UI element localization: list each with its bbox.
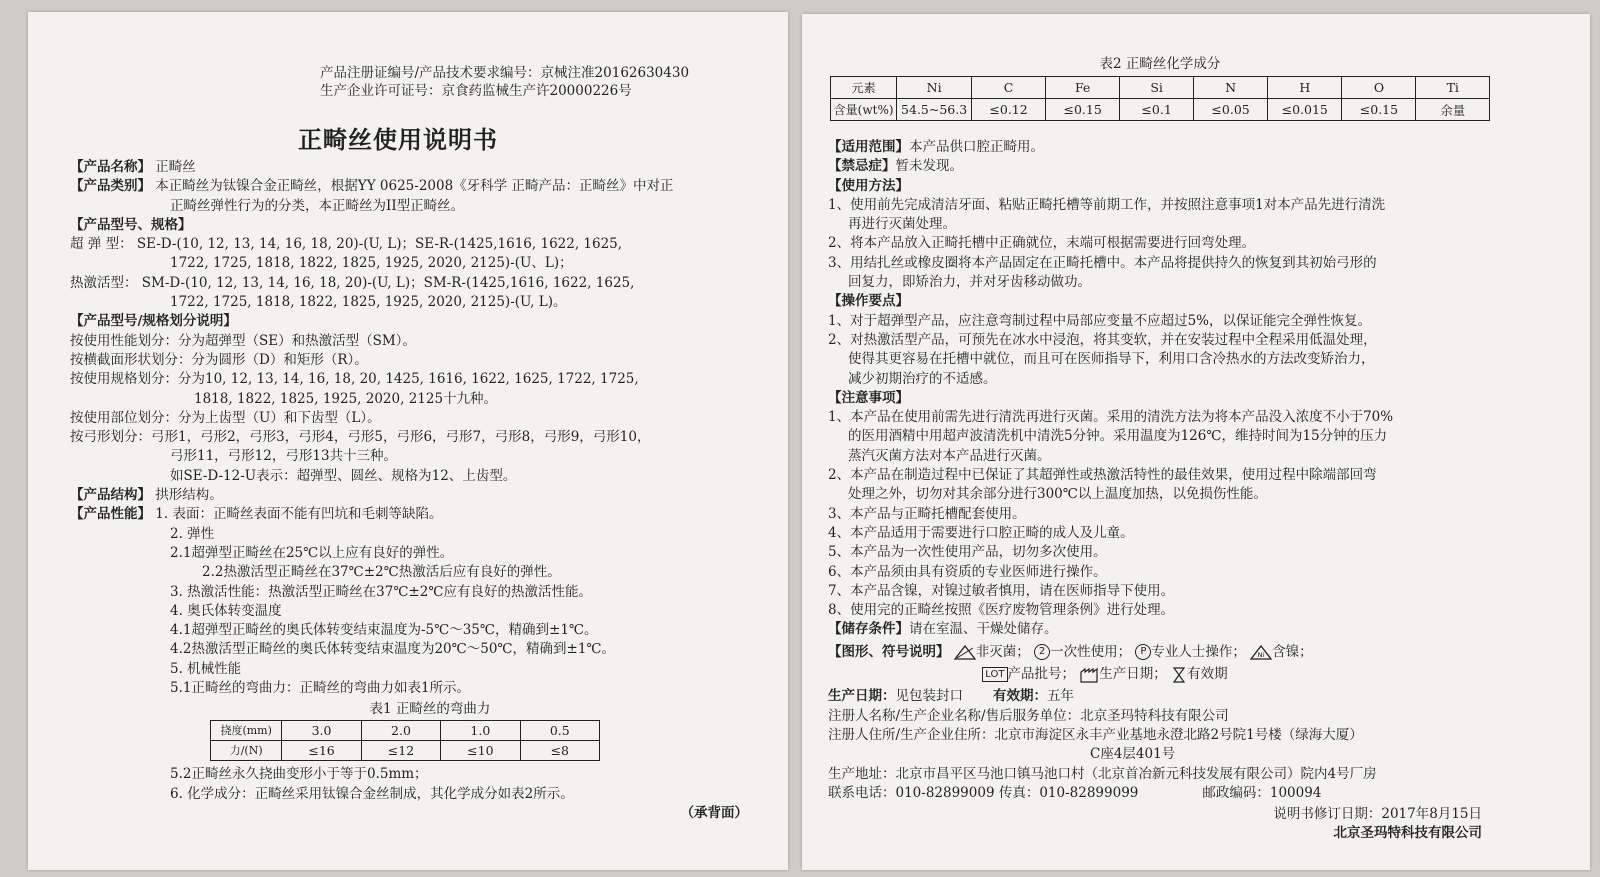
text-line: 5. 机械性能 (170, 660, 242, 677)
section-heading: 【产品型号、规格】 (70, 216, 192, 233)
section-heading: 【禁忌症】 (828, 158, 896, 175)
contains-nickel-icon (1250, 644, 1272, 660)
text-line: 生产地址：北京市昌平区马池口镇马池口村（北京首冶新元科技发展有限公司）院内4号厂房 (828, 765, 1377, 782)
continued-on-back: （承背面） (680, 804, 748, 821)
table-cell: Ni (897, 77, 972, 99)
text: 暂未发现。 (895, 158, 963, 175)
table-cell: 3.0 (282, 720, 361, 740)
text-line: 如SE-D-12-U表示：超弹型、圆丝、规格为12、上齿型。 (170, 467, 517, 484)
text-line: 2、对热激活型产品，可预先在冰水中浸泡，将其变软，并在安装过程中全程采用低温处理， (828, 331, 1377, 348)
table-cell: 余量 (1416, 99, 1490, 121)
label: 生产日期： (828, 688, 896, 705)
company-name: 北京圣玛特科技有限公司 (1333, 825, 1482, 842)
text-line: 5.1正畸丝的弯曲力：正畸丝的弯曲力如表1所示。 (170, 680, 471, 697)
text-line: 1、使用前先完成清洁牙面、粘贴正畸托槽等前期工作，并按照注意事项1对本产品先进行清洗 (828, 196, 1386, 213)
value: 五年 (1047, 688, 1074, 705)
table-row (211, 740, 600, 760)
text-line: 8、使用完的正畸丝按照《医疗废物管理条例》进行处理。 (828, 602, 1175, 619)
table-cell: ≤0.15 (1342, 99, 1416, 121)
text-line: 再进行灭菌处理。 (848, 216, 956, 233)
text-line: 注册人名称/生产企业名称/售后服务单位：北京圣玛特科技有限公司 (828, 707, 1229, 724)
section-heading: 【图形、符号说明】 (828, 643, 950, 660)
text-line: 2.2热激活型正畸丝在37℃±2℃热激活后应有良好的弹性。 (202, 564, 561, 581)
table-cell: ≤0.1 (1120, 99, 1194, 121)
text-line: 1722, 1725, 1818, 1822, 1825, 1925, 2020, 2125)-(U, L)。 (170, 294, 567, 311)
text: 本产品供口腔正畸用。 (909, 139, 1044, 155)
text-line: 注册人住所/生产企业住所：北京市海淀区永丰产业基地永澄北路2号院1号楼（绿海大厦） (828, 726, 1363, 743)
text-line: 2.1超弹型正畸丝在25℃以上应有良好的弹性。 (170, 544, 454, 561)
table-cell: 力/(N) (211, 740, 282, 760)
text-line: 热激活型： SM-D-(10, 12, 13, 14, 16, 18, 20)-(U, L)；SM-R-(1425,1616, 1622, 1625, (70, 274, 635, 291)
text-line: 1、对于超弹型产品，应注意弯制过程中局部应变量不应超过5%，以保证能完全弹性恢复。 (828, 312, 1372, 329)
text-line: 2. 弹性 (170, 525, 215, 542)
table2-caption: 表2 正畸丝化学成分 (1099, 56, 1221, 72)
table-cell: ≤10 (441, 740, 520, 760)
table-cell: 含量(wt%) (831, 99, 897, 121)
right-body (828, 138, 1578, 844)
symbol-label: 一次性使用； (1050, 643, 1132, 660)
section-heading: 【操作要点】 (828, 293, 909, 310)
table-cell: 1.0 (441, 720, 520, 740)
text-line: 4. 奥氏体转变温度 (170, 602, 282, 619)
manufacture-date-icon (1079, 666, 1099, 682)
left-page (28, 12, 788, 870)
section-heading: 【产品类别】 (70, 178, 151, 195)
text-line: 3. 热激活性能：热激活型正畸丝在37℃±2℃应有良好的热激活性能。 (170, 583, 592, 600)
non-sterile-icon (954, 644, 976, 660)
lot-icon: LOT (982, 667, 1007, 682)
registration-info (320, 64, 689, 100)
table1-caption: 表1 正畸丝的弯曲力 (369, 701, 491, 718)
table-cell: H (1268, 77, 1342, 99)
svg-text:Ni: Ni (1258, 652, 1265, 660)
text: 本正畸丝为钛镍合金正畸丝，根据YY 0625-2008《牙科学 正畸产品：正畸丝》中对正 (151, 178, 674, 195)
symbol-label: 有效期 (1187, 666, 1228, 683)
table-row (211, 720, 600, 740)
table-cell: C (972, 77, 1046, 99)
text-line: 蒸汽灭菌方法对本产品进行灭菌。 (848, 447, 1051, 464)
text-line: 弓形11，弓形12，弓形13共十三种。 (170, 448, 398, 465)
license-number: 生产企业许可证号：京食药监械生产许20000226号 (320, 83, 632, 99)
table-cell: N (1194, 77, 1268, 99)
label: 有效期： (993, 688, 1047, 705)
expiry-date-icon (1171, 666, 1187, 682)
left-body (70, 158, 770, 823)
text-line: 按使用规格划分：分为10, 12, 13, 14, 16, 18, 20, 1425, 1616, 1622, 1625, 1722, 1725, (70, 371, 639, 388)
table-cell: 2.0 (361, 720, 440, 740)
section-heading: 【产品结构】 (70, 487, 151, 504)
text-line: 4.1超弹型正畸丝的奥氏体转变结束温度为-5℃～35℃，精确到±1℃。 (170, 622, 598, 639)
text-line: 按横截面形状划分：分为圆形（D）和矩形（R）。 (70, 351, 368, 368)
scope-line (828, 138, 1578, 157)
text-line: 处理之外，切勿对其余部分进行300℃以上温度加热，以免损伤性能。 (848, 486, 1267, 503)
text: 请在室温、干燥处储存。 (909, 621, 1058, 638)
text-line: 的医用酒精中用超声波清洗机中清洗5分钟。采用温度为126℃，维持时间为15分钟的压力 (848, 428, 1388, 445)
text: 正畸丝 (151, 159, 196, 175)
symbol-label: 含镍； (1272, 643, 1313, 660)
product-performance-line (70, 505, 770, 524)
table2-block (830, 52, 1490, 121)
table-cell: ≤0.015 (1268, 99, 1342, 121)
section-heading: 【产品型号/规格划分说明】 (70, 313, 237, 330)
bending-force-table (210, 720, 600, 762)
single-use-icon: 2 (1034, 644, 1050, 660)
table-cell: Fe (1046, 77, 1120, 99)
text-line: 2、本产品在制造过程中已保证了其超弹性或热激活特性的最佳效果，使用过程中除端部回弯 (828, 467, 1377, 484)
text-line: 3、用结扎丝或橡皮圈将本产品固定在正畸托槽中。本产品将提供持久的恢复到其初始弓形的 (828, 254, 1377, 271)
text-line: 3、本产品与正畸托槽配套使用。 (828, 505, 1026, 522)
table-row (831, 99, 1490, 121)
text-line: 4、本产品适用于需要进行口腔正畸的成人及儿童。 (828, 524, 1134, 541)
text-line: C座4层401号 (1090, 746, 1176, 763)
text-line: 按使用部位划分：分为上齿型（U）和下齿型（L）。 (70, 409, 381, 426)
table-cell: ≤0.05 (1194, 99, 1268, 121)
text: 1. 表面：正畸丝表面不能有凹坑和毛刺等缺陷。 (151, 506, 443, 523)
dates-line (828, 687, 1578, 706)
section-heading: 【储存条件】 (828, 621, 909, 638)
text-line: 2、将本产品放入正畸托槽中正确就位，末端可根据需要进行回弯处理。 (828, 235, 1256, 252)
symbol-label: 非灭菌； (975, 643, 1030, 660)
text-line: 1818, 1822, 1825, 1925, 2020, 2125十九种。 (194, 390, 498, 407)
storage-line (828, 620, 1578, 639)
document-title: 正畸丝使用说明书 (298, 126, 498, 154)
text-line: 1、本产品在使用前需先进行清洗再进行灭菌。采用的清洗方法为将本产品没入浓度不小于70% (828, 409, 1394, 426)
text-line: 减少初期治疗的不适感。 (848, 370, 997, 387)
contraindication-line (828, 157, 1578, 176)
section-heading: 【产品名称】 (70, 159, 151, 175)
value: 见包装封口 (895, 688, 963, 705)
table-cell: ≤0.12 (972, 99, 1046, 121)
text-line: 5、本产品为一次性使用产品，切勿多次使用。 (828, 544, 1107, 561)
table-cell: 挠度(mm) (211, 720, 282, 740)
text-line: 6、本产品须由具有资质的专业医师进行操作。 (828, 563, 1107, 580)
table-row (831, 77, 1490, 99)
text-line: 7、本产品含镍，对镍过敏者慎用，请在医师指导下使用。 (828, 582, 1175, 599)
table-cell: 0.5 (520, 720, 599, 740)
text-line: 正畸丝弹性行为的分类，本正畸丝为II型正畸丝。 (170, 197, 465, 214)
revision-date: 说明书修订日期：2017年8月15日 (1273, 806, 1482, 823)
table-cell: ≤8 (520, 740, 599, 760)
professional-use-icon: P (1135, 644, 1151, 660)
text-line: 按使用性能划分：分为超弹型（SE）和热激活型（SM）。 (70, 332, 416, 349)
contact-line (828, 784, 1578, 803)
text-line: 按弓形划分：弓形1，弓形2，弓形3，弓形4，弓形5，弓形6，弓形7，弓形8，弓形9，弓形10， (70, 429, 651, 446)
section-heading: 【产品性能】 (70, 506, 151, 523)
text-line: 5.2正畸丝永久挠曲变形小于等于0.5mm； (170, 766, 428, 783)
product-category-line (70, 177, 770, 196)
product-name-line (70, 158, 770, 177)
text-line: 超 弹 型： SE-D-(10, 12, 13, 14, 16, 18, 20)-(U, L)；SE-R-(1425,1616, 1622, 1625, (70, 236, 623, 253)
symbols-line (828, 643, 1578, 662)
text-line: 回复力，即矫治力，并对牙齿移动做功。 (848, 274, 1091, 291)
symbols-line-2 (828, 665, 1578, 684)
text-line: 6. 化学成分：正畸丝采用钛镍合金丝制成，其化学成分如表2所示。 (170, 785, 574, 802)
registration-number: 产品注册证编号/产品技术要求编号：京械注准20162630430 (320, 65, 690, 81)
section-heading: 【使用方法】 (828, 177, 909, 194)
text-line: 1722, 1725, 1818, 1822, 1825, 1925, 2020, 2125)-(U、L)； (170, 255, 573, 272)
section-heading: 【注意事项】 (828, 389, 909, 406)
table-cell: ≤12 (361, 740, 440, 760)
symbol-label: 生产日期； (1099, 666, 1167, 683)
table-cell: O (1342, 77, 1416, 99)
phone-fax: 联系电话：010-82899009 传真：010-82899099 (828, 784, 1139, 801)
product-structure-line (70, 486, 770, 505)
table-cell: ≤0.15 (1046, 99, 1120, 121)
section-heading: 【适用范围】 (828, 139, 909, 155)
symbol-label: 专业人士操作； (1151, 643, 1246, 660)
table-cell: ≤16 (282, 740, 361, 760)
table-cell: Ti (1416, 77, 1490, 99)
table-cell: 54.5~56.3 (897, 99, 972, 121)
table-cell: 元素 (831, 77, 897, 99)
text-line: 4.2热激活型正畸丝的奥氏体转变结束温度为20℃～50℃，精确到±1℃。 (170, 641, 616, 658)
chemical-composition-table (830, 76, 1490, 121)
text: 拱形结构。 (151, 487, 223, 504)
table-cell: Si (1120, 77, 1194, 99)
text-line: 使得其更容易在托槽中就位，而且可在医师指导下，利用口含冷热水的方法改变矫治力， (848, 351, 1375, 368)
right-page (802, 14, 1590, 870)
symbol-label: 产品批号； (1007, 666, 1075, 683)
postal-code: 邮政编码：100094 (1202, 784, 1322, 801)
